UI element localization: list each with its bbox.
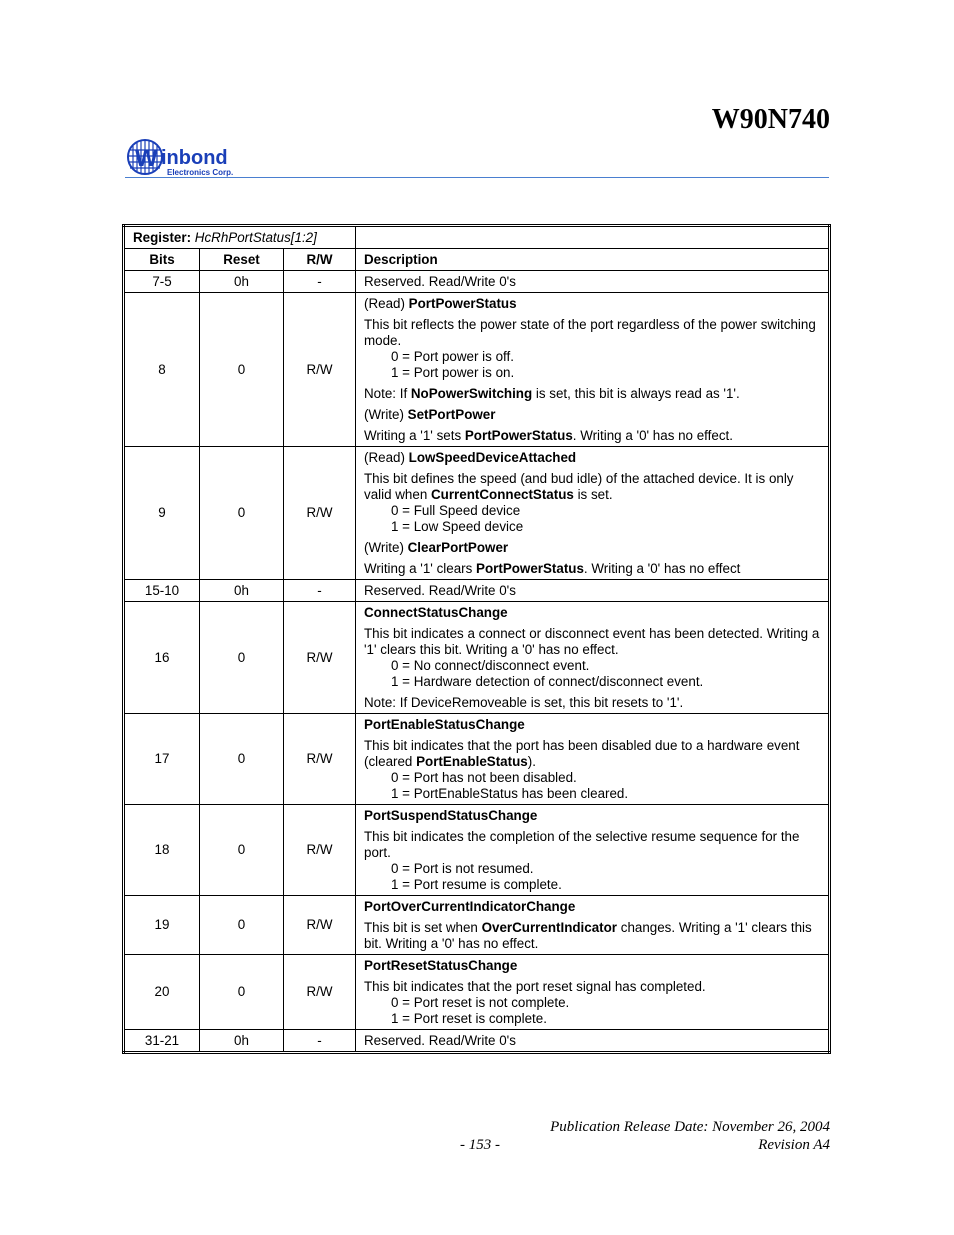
bits-cell: 7-5 — [124, 271, 200, 293]
rw-cell: - — [284, 580, 356, 602]
field-name: PortSuspendStatusChange — [364, 808, 538, 823]
register-name: HcRhPortStatus[1:2] — [194, 229, 317, 245]
description-cell: Reserved. Read/Write 0's — [356, 580, 830, 602]
field-description: This bit reflects the power state of the port regardless of the power switching mode. 0 = Port power is off. 1 = Port power is on. — [364, 317, 816, 380]
bits-cell: 17 — [124, 714, 200, 805]
table-row — [124, 714, 830, 805]
description-cell — [356, 955, 830, 1030]
document-title: W90N740 — [711, 104, 830, 135]
table-row — [124, 1030, 830, 1053]
revision: Revision A4 — [758, 1137, 830, 1153]
col-header-bits: Bits — [124, 249, 200, 271]
bits-cell: 31-21 — [124, 1030, 200, 1053]
description-cell: Reserved. Read/Write 0's — [356, 271, 830, 293]
field-write-description: Writing a '1' clears PortPowerStatus. Writing a '0' has no effect — [364, 561, 741, 576]
reset-cell: 0 — [200, 602, 284, 714]
rw-cell: R/W — [284, 805, 356, 896]
field-name: ConnectStatusChange — [364, 605, 508, 620]
table-row — [124, 955, 830, 1030]
table-row — [124, 896, 830, 955]
register-label: Register: — [133, 229, 192, 245]
svg-text:inbond: inbond — [161, 147, 228, 169]
register-name-row — [124, 226, 830, 249]
field-write-heading: (Write) ClearPortPower — [364, 540, 509, 555]
field-description: This bit indicates a connect or disconnect event has been detected. Writing a '1' clears this bit. Writing a '0' has no effect. 0 = No connect/disconnect event. 1 = Hardware detection of connect/disconnect event. — [364, 626, 820, 689]
field-read-heading: (Read) PortPowerStatus — [364, 296, 517, 311]
col-header-rw: R/W — [284, 249, 356, 271]
svg-text:Electronics Corp.: Electronics Corp. — [167, 168, 234, 177]
field-read-heading: (Read) LowSpeedDeviceAttached — [364, 450, 577, 465]
rw-cell: R/W — [284, 602, 356, 714]
reset-cell: 0h — [200, 580, 284, 602]
publication-date: Publication Release Date: November 26, 2004 — [550, 1119, 830, 1135]
description-cell: Reserved. Read/Write 0's — [356, 1030, 830, 1053]
field-description: This bit defines the speed (and bud idle) of the attached device. It is only valid when CurrentConnectStatus is set. 0 = Full Speed device 1 = Low Speed device — [364, 471, 794, 534]
field-description: This bit is set when OverCurrentIndicator changes. Writing a '1' clears this bit. Writing a '0' has no effect. — [364, 920, 812, 951]
rw-cell: R/W — [284, 714, 356, 805]
empty-cell — [356, 226, 830, 249]
field-note: Note: If DeviceRemoveable is set, this bit resets to '1'. — [364, 695, 684, 710]
field-write-heading: (Write) SetPortPower — [364, 407, 496, 422]
field-name: PortResetStatusChange — [364, 958, 518, 973]
rw-cell: R/W — [284, 447, 356, 580]
reset-cell: 0h — [200, 1030, 284, 1053]
bits-cell: 8 — [124, 293, 200, 447]
rw-cell: - — [284, 1030, 356, 1053]
register-table — [122, 224, 831, 1054]
field-name: PortOverCurrentIndicatorChange — [364, 899, 576, 914]
table-row — [124, 293, 830, 447]
bits-cell: 15-10 — [124, 580, 200, 602]
reset-cell: 0 — [200, 714, 284, 805]
table-row — [124, 805, 830, 896]
description-cell — [356, 714, 830, 805]
rw-cell: - — [284, 271, 356, 293]
bits-cell: 16 — [124, 602, 200, 714]
bits-cell: 20 — [124, 955, 200, 1030]
reset-cell: 0 — [200, 447, 284, 580]
bits-cell: 18 — [124, 805, 200, 896]
rw-cell: R/W — [284, 955, 356, 1030]
field-description: This bit indicates that the port reset signal has completed. 0 = Port reset is not complete. 1 = Port reset is complete. — [364, 979, 706, 1026]
bits-cell: 19 — [124, 896, 200, 955]
page-number: - 153 - — [460, 1137, 500, 1153]
rw-cell: R/W — [284, 293, 356, 447]
bits-cell: 9 — [124, 447, 200, 580]
table-header-row — [124, 249, 830, 271]
table-row — [124, 602, 830, 714]
table-row — [124, 271, 830, 293]
description-cell — [356, 805, 830, 896]
col-header-reset: Reset — [200, 249, 284, 271]
table-row — [124, 447, 830, 580]
description-cell — [356, 602, 830, 714]
rw-cell: R/W — [284, 896, 356, 955]
col-header-description: Description — [356, 249, 830, 271]
reset-cell: 0 — [200, 955, 284, 1030]
field-name: PortEnableStatusChange — [364, 717, 525, 732]
table-row — [124, 580, 830, 602]
field-description: This bit indicates that the port has been disabled due to a hardware event (cleared PortEnableStatus). 0 = Port has not been disabled. 1 = PortEnableStatus has been cleared. — [364, 738, 800, 801]
description-cell — [356, 447, 830, 580]
field-note: Note: If NoPowerSwitching is set, this bit is always read as '1'. — [364, 386, 740, 401]
reset-cell: 0 — [200, 896, 284, 955]
description-cell — [356, 896, 830, 955]
reset-cell: 0h — [200, 271, 284, 293]
winbond-logo — [125, 138, 255, 178]
field-description: This bit indicates the completion of the selective resume sequence for the port. 0 = Port is not resumed. 1 = Port resume is complete. — [364, 829, 800, 892]
header-rule — [125, 177, 829, 178]
description-cell — [356, 293, 830, 447]
field-write-description: Writing a '1' sets PortPowerStatus. Writing a '0' has no effect. — [364, 428, 733, 443]
register-cell — [124, 226, 356, 249]
reset-cell: 0 — [200, 805, 284, 896]
reset-cell: 0 — [200, 293, 284, 447]
svg-text:W: W — [135, 145, 158, 172]
